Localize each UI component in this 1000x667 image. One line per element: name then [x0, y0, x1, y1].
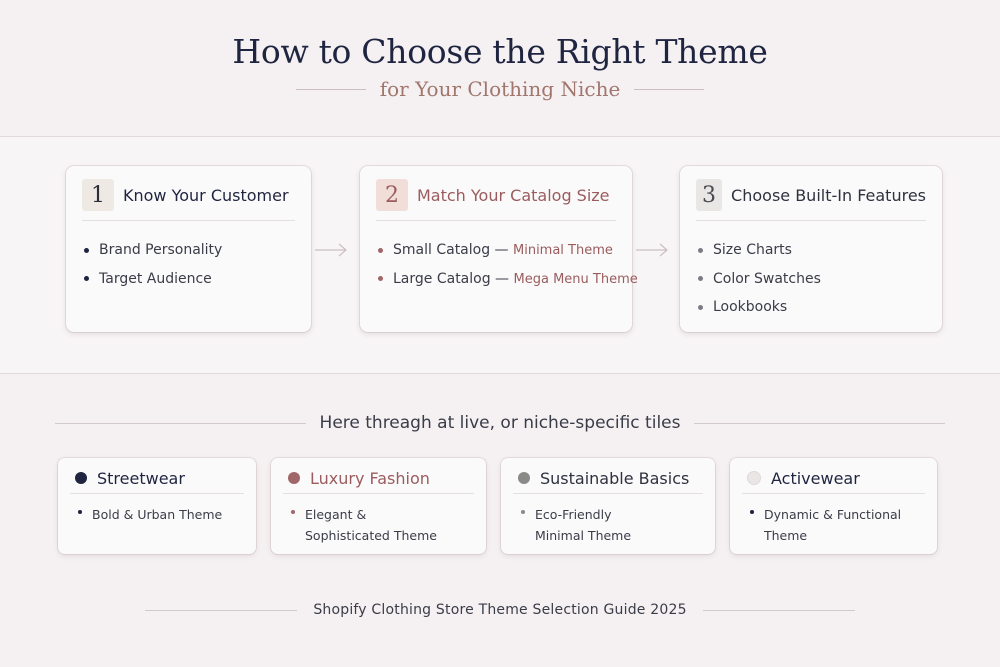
bullet-icon [521, 510, 525, 514]
niche-body [521, 504, 707, 546]
list-item [698, 293, 932, 322]
niche-body [78, 504, 248, 525]
bullet-icon [698, 276, 703, 281]
niche-body [750, 504, 929, 546]
step-header [696, 179, 926, 211]
list-item-text: Color Swatches [713, 270, 821, 287]
divider-line [296, 89, 366, 90]
niche-divider [283, 493, 474, 494]
list-item [84, 236, 301, 265]
step-number: 3 [696, 179, 722, 211]
list-item [378, 236, 622, 265]
list-item-text: Lookbooks [713, 299, 788, 316]
list-item [84, 265, 301, 294]
color-dot-icon [288, 472, 300, 484]
divider-line [55, 423, 306, 424]
page-subtitle: for Your Clothing Niche [379, 77, 621, 101]
list-item-text: Size Charts [713, 242, 792, 259]
bullet-icon [698, 305, 703, 310]
niche-title: Streetwear [97, 468, 185, 488]
step-header [82, 179, 295, 211]
niche-divider [513, 493, 703, 494]
niche-card-streetwear [58, 458, 256, 554]
niche-card-activewear [730, 458, 937, 554]
bullet-icon [698, 248, 703, 253]
bullet-icon [291, 510, 295, 514]
step-title: Know Your Customer [123, 185, 289, 205]
niche-divider [742, 493, 925, 494]
step-title: Match Your Catalog Size [417, 185, 610, 205]
catalog-label: Large Catalog — [393, 270, 514, 287]
page-title: How to Choose the Right Theme [232, 32, 768, 71]
niche-card-sustainable-basics [501, 458, 715, 554]
color-dot-icon [518, 472, 530, 484]
step-header [376, 179, 616, 211]
niche-title: Activewear [771, 468, 860, 488]
bullet-icon [84, 248, 89, 253]
catalog-label: Small Catalog — [393, 242, 513, 259]
list-item-text: Brand Personality [99, 242, 223, 259]
niche-body [291, 504, 478, 546]
footer-text: Shopify Clothing Store Theme Selection Guide 2025 [313, 602, 687, 618]
step-card-match-catalog-size [360, 166, 638, 332]
step-number: 2 [376, 179, 408, 211]
niche-title: Luxury Fashion [310, 468, 430, 488]
niche-header [288, 467, 476, 489]
niche-description: Elegant & Sophisticated Theme [305, 507, 437, 543]
step-list [698, 236, 932, 322]
step-divider [82, 220, 295, 221]
niche-header [747, 467, 927, 489]
color-dot-icon [747, 471, 761, 485]
color-dot-icon [75, 472, 87, 484]
step-number: 1 [82, 179, 114, 211]
theme-recommendation: Minimal Theme [513, 243, 613, 259]
bullet-icon [378, 248, 383, 253]
niche-description: Eco-Friendly Minimal Theme [535, 507, 632, 543]
step-divider [376, 220, 616, 221]
niche-card-luxury-fashion [271, 458, 486, 554]
list-item-text [393, 271, 638, 287]
list-item-text [393, 242, 613, 258]
theme-recommendation: Mega Menu Theme [513, 271, 638, 287]
niche-title: Sustainable Basics [540, 468, 690, 488]
list-item [698, 265, 932, 294]
step-card-know-your-customer [66, 166, 311, 332]
niche-header [75, 467, 246, 489]
bullet-icon [750, 510, 754, 514]
divider-line [634, 89, 704, 90]
bullet-icon [78, 510, 82, 514]
section-heading: Here threagh at live, or niche-specific tiles [319, 413, 681, 433]
niche-divider [70, 493, 244, 494]
arrow-right-icon [634, 241, 670, 259]
bullet-icon [84, 276, 89, 281]
list-item [378, 265, 638, 294]
footer-row [145, 598, 855, 622]
niche-header [518, 467, 705, 489]
niche-description: Bold & Urban Theme [92, 507, 223, 522]
divider-line [145, 610, 297, 611]
step-title: Choose Built-In Features [731, 185, 926, 205]
niche-description: Dynamic & Functional Theme [764, 507, 902, 543]
bullet-icon [378, 276, 383, 281]
section-heading-row [55, 410, 945, 436]
divider-line [703, 610, 855, 611]
list-item-text: Target Audience [99, 270, 212, 287]
list-item [698, 236, 932, 265]
step-list [84, 236, 301, 293]
divider-line [694, 423, 945, 424]
subtitle-row [0, 74, 1000, 104]
step-card-choose-features [680, 166, 942, 332]
arrow-right-icon [313, 241, 349, 259]
step-divider [696, 220, 926, 221]
step-list [378, 236, 638, 293]
